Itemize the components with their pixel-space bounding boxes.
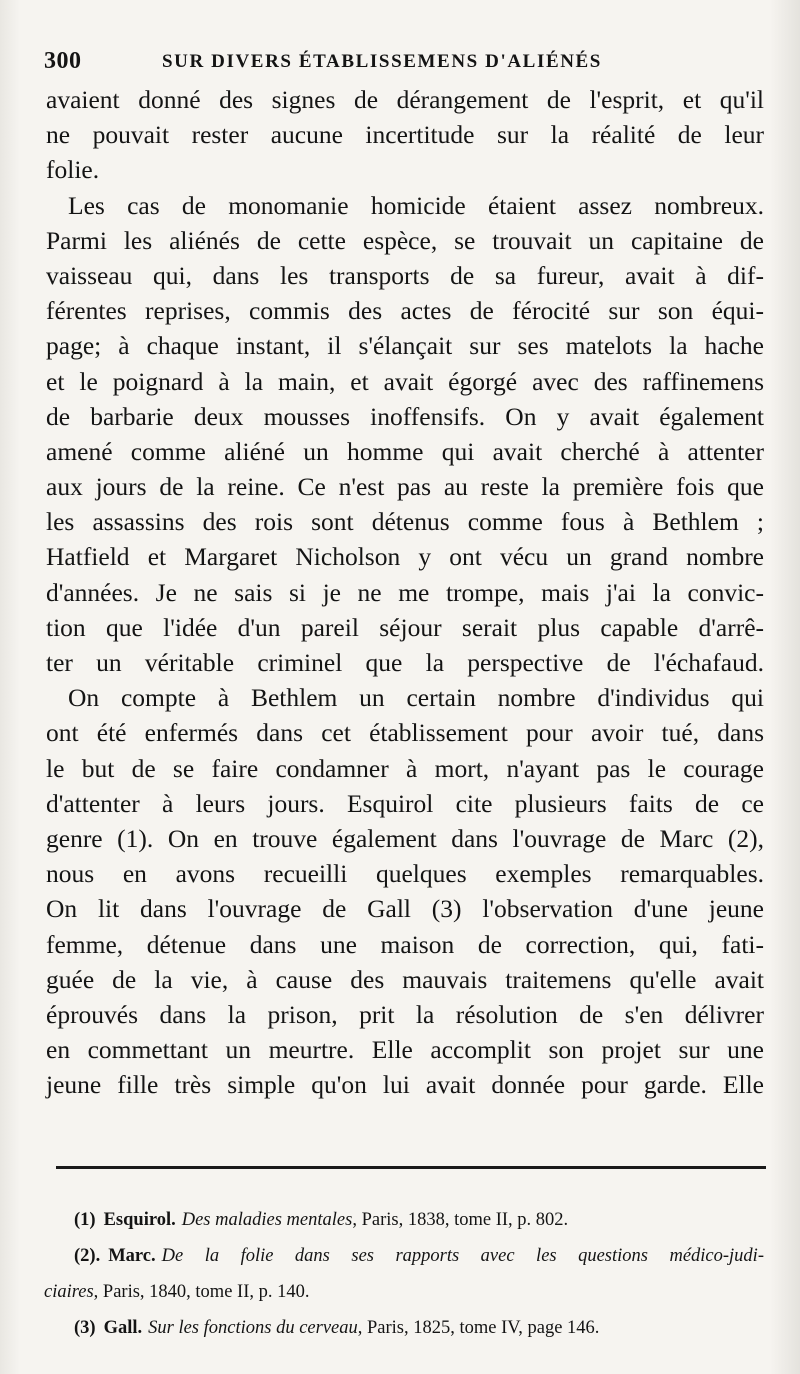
- text-line: le but de se faire condamner à mort, n'ayant pas le courage: [46, 753, 764, 783]
- text-line: férentes reprises, commis des actes de férocité sur son équi-: [46, 296, 764, 326]
- text-line: nous en avons recueilli quelques exemples remarquables.: [46, 859, 764, 889]
- footnote-author: Gall.: [103, 1318, 143, 1338]
- footnote-number: (1): [74, 1210, 96, 1230]
- footnote-title: Des maladies mentales: [181, 1210, 353, 1230]
- footnote-3: [74, 1310, 764, 1346]
- page-header: [44, 48, 760, 76]
- body-text: [46, 82, 764, 1102]
- text-line: d'années. Je ne sais si je ne me trompe, mais j'ai la convic-: [46, 577, 764, 607]
- text-line: jeune fille très simple qu'on lui avait donnée pour garde. Elle: [46, 1070, 764, 1100]
- page-number: 300: [44, 48, 82, 74]
- footnote-author: Esquirol.: [103, 1210, 176, 1230]
- footnotes: [44, 1202, 764, 1346]
- text-line: Hatfield et Margaret Nicholson y ont vécu un grand nombre: [46, 542, 764, 572]
- text-line: genre (1). On en trouve également dans l'ouvrage de Marc (2),: [46, 823, 764, 853]
- paragraph-start-line: Les cas de monomanie homicide étaient assez nombreux.: [68, 190, 764, 220]
- text-line: ne pouvait rester aucune incertitude sur la réalité de leur: [46, 120, 764, 150]
- footnote-2-continuation: [44, 1274, 764, 1310]
- text-line: guée de la vie, à cause des mauvais traitemens qu'elle avait: [46, 964, 764, 994]
- footnote-number: (3): [74, 1318, 96, 1338]
- footnote-author: Marc.: [108, 1246, 156, 1266]
- text-line: ter un véritable criminel que la perspective de l'échafaud.: [46, 648, 764, 677]
- footnote-title: De la folie dans ses rapports avec les questions médico-judi-: [161, 1246, 764, 1266]
- text-line: tion que l'idée d'un pareil séjour serait plus capable d'arrê-: [46, 612, 764, 642]
- footnote-2: [74, 1238, 764, 1274]
- text-line: et le poignard à la main, et avait égorgé avec des raffinemens: [46, 366, 764, 396]
- text-line: femme, détenue dans une maison de correction, qui, fati-: [46, 929, 764, 959]
- running-title: SUR DIVERS ÉTABLISSEMENS D'ALIÉNÉS: [162, 51, 602, 72]
- text-line: les assassins des rois sont détenus comme fous à Bethlem ;: [46, 507, 764, 537]
- text-line: d'attenter à leurs jours. Esquirol cite plusieurs faits de ce: [46, 788, 764, 818]
- footnote-details: , Paris, 1840, tome II, p. 140.: [93, 1282, 310, 1302]
- text-line: de barbarie deux mousses inoffensifs. On y avait également: [46, 401, 764, 431]
- text-line: vaisseau qui, dans les transports de sa fureur, avait à dif-: [46, 260, 764, 290]
- footnote-1: [74, 1202, 764, 1238]
- footnote-divider: [56, 1166, 766, 1169]
- footnote-title: ciaires: [44, 1282, 94, 1302]
- text-line: éprouvés dans la prison, prit la résolution de s'en délivrer: [46, 999, 764, 1029]
- footnote-details: , Paris, 1825, tome IV, page 146.: [357, 1318, 600, 1338]
- text-line: page; à chaque instant, il s'élançait sur ses matelots la hache: [46, 331, 764, 361]
- text-line: avaient donné des signes de dérangement de l'esprit, et qu'il: [46, 85, 764, 114]
- text-line: en commettant un meurtre. Elle accomplit son projet sur une: [46, 1035, 764, 1065]
- text-line: aux jours de la reine. Ce n'est pas au reste la première fois que: [46, 472, 764, 502]
- text-line: ont été enfermés dans cet établissement pour avoir tué, dans: [46, 718, 764, 748]
- text-line: folie.: [46, 155, 100, 185]
- text-line: Parmi les aliénés de cette espèce, se trouvait un capitaine de: [46, 225, 764, 255]
- footnote-details: , Paris, 1838, tome II, p. 802.: [352, 1210, 569, 1230]
- text-line: amené comme aliéné un homme qui avait cherché à attenter: [46, 436, 764, 466]
- text-line: On lit dans l'ouvrage de Gall (3) l'observation d'une jeune: [46, 894, 764, 924]
- footnote-number: (2).: [74, 1246, 101, 1266]
- paragraph-start-line: On compte à Bethlem un certain nombre d'individus qui: [68, 683, 764, 713]
- footnote-title: Sur les fonctions du cerveau: [148, 1318, 358, 1338]
